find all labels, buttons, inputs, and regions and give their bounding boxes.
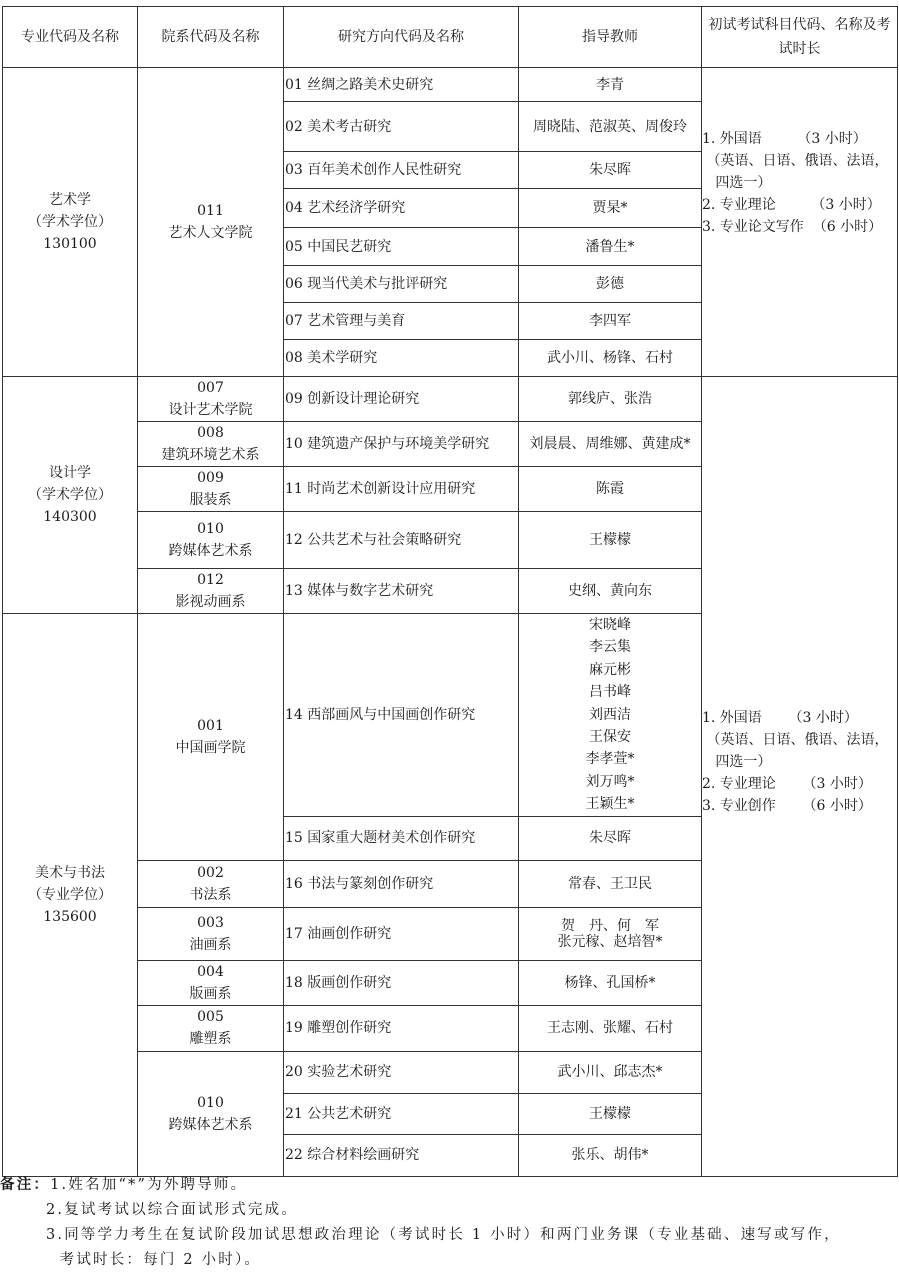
department-name: 中国画学院 [175, 739, 246, 756]
advisor-names: 王檬檬 [519, 1093, 702, 1134]
department-name: 雕塑系 [189, 1031, 232, 1048]
advisor-names: 朱尽晖 [519, 816, 702, 860]
department-name: 书法系 [189, 886, 232, 903]
department-name: 油画系 [189, 936, 232, 953]
advisor-names: 常春、王卫民 [519, 860, 702, 907]
exam-subjects-cell [702, 68, 898, 377]
direction-label: 07 艺术管理与美育 [284, 303, 519, 340]
major-degree: （学术学位） [28, 214, 112, 230]
direction-label: 20 实验艺术研究 [284, 1051, 519, 1093]
advisor-names: 武小川、杨锋、石村 [519, 340, 702, 377]
note-line [0, 1223, 899, 1248]
department-code: 012 [197, 572, 224, 588]
department-name: 跨媒体艺术系 [168, 1116, 253, 1133]
department-code: 011 [197, 203, 224, 219]
header-exam: 初试考试科目代码、名称及考试时长 [702, 7, 898, 68]
note-item: 3.同等学力考生在复试阶段加试思想政治理论（考试时长 1 小时）和两门业务课（专业基础、速写或写作， [46, 1227, 841, 1243]
department-code: 007 [197, 380, 224, 396]
note-item: 1.姓名加“*”为外聘导师。 [50, 1177, 248, 1193]
department-name: 服装系 [189, 492, 232, 508]
department-name: 影视动画系 [175, 594, 246, 610]
direction-label: 11 时尚艺术创新设计应用研究 [284, 467, 519, 512]
header-department: 院系代码及名称 [138, 7, 284, 68]
exam-line: 1. 外国语 （3 小时） [702, 710, 858, 726]
header-row [3, 7, 898, 68]
direction-label: 10 建筑遗产保护与环境美学研究 [284, 422, 519, 467]
header-major: 专业代码及名称 [3, 7, 138, 68]
department-cell [138, 512, 284, 569]
advisor-names: 杨锋、孔国桥* [519, 960, 702, 1005]
direction-label: 19 雕塑创作研究 [284, 1005, 519, 1051]
major-degree: （专业学位） [28, 886, 112, 903]
direction-label: 21 公共艺术研究 [284, 1093, 519, 1134]
major-cell [3, 614, 138, 1177]
exam-line: 四选一） [702, 175, 772, 191]
major-name: 设计学 [49, 465, 91, 481]
department-cell [138, 907, 284, 960]
department-code: 005 [197, 1009, 224, 1026]
advisor-names: 史纲、黄向东 [519, 569, 702, 614]
advisor-names [519, 614, 702, 817]
direction-label: 06 现当代美术与批评研究 [284, 266, 519, 303]
direction-label: 12 公共艺术与社会策略研究 [284, 512, 519, 569]
department-cell [138, 68, 284, 377]
direction-label: 18 版画创作研究 [284, 960, 519, 1005]
advisor-names: 张乐、胡伟* [519, 1134, 702, 1176]
department-code: 010 [197, 1094, 224, 1111]
direction-label: 09 创新设计理论研究 [284, 377, 519, 422]
department-cell [138, 377, 284, 422]
note-line [0, 1198, 899, 1223]
department-name: 建筑环境艺术系 [161, 447, 260, 463]
advisor-names: 朱尽晖 [519, 152, 702, 189]
advisor-names [519, 907, 702, 960]
direction-label: 15 国家重大题材美术创作研究 [284, 816, 519, 860]
advisor-names: 郭线庐、张浩 [519, 377, 702, 422]
direction-label: 04 艺术经济学研究 [284, 189, 519, 228]
department-name: 设计艺术学院 [168, 402, 253, 418]
advisor-names: 李四军 [519, 303, 702, 340]
department-name: 跨媒体艺术系 [168, 543, 253, 559]
advisor-name: 刘西洁 [589, 706, 631, 723]
major-code: 135600 [43, 908, 97, 925]
department-code: 002 [197, 864, 224, 881]
department-cell [138, 1005, 284, 1051]
exam-line: 2. 专业理论 （3 小时） [702, 197, 881, 213]
note-line [0, 1248, 899, 1273]
advisor-name: 李孝萱* [585, 751, 635, 768]
exam-subjects-cell [702, 377, 898, 1177]
advisor-names: 李青 [519, 68, 702, 102]
major-name: 艺术学 [49, 192, 91, 208]
department-name: 版画系 [189, 985, 232, 1002]
department-code: 009 [197, 470, 224, 486]
department-cell [138, 860, 284, 907]
department-code: 004 [197, 963, 224, 980]
exam-line: 3. 专业论文写作 （6 小时） [702, 219, 883, 235]
notes-label: 备注： [0, 1176, 51, 1193]
advisor-names: 陈霞 [519, 467, 702, 512]
advisor-name: 麻元彬 [589, 661, 631, 678]
direction-label: 02 美术考古研究 [284, 102, 519, 152]
direction-label: 14 西部画风与中国画创作研究 [284, 614, 519, 817]
notes-section [0, 1172, 899, 1273]
advisor-name: 宋晓峰 [589, 617, 631, 633]
major-cell [3, 68, 138, 377]
note-item: 考试时长：每门 2 小时）。 [46, 1252, 262, 1268]
department-cell [138, 614, 284, 861]
major-name: 美术与书法 [35, 864, 105, 881]
header-advisor: 指导教师 [519, 7, 702, 68]
direction-label: 08 美术学研究 [284, 340, 519, 377]
exam-line: 3. 专业创作 （6 小时） [702, 798, 872, 814]
advisor-names: 贾杲* [519, 189, 702, 228]
direction-label: 03 百年美术创作人民性研究 [284, 152, 519, 189]
department-name: 艺术人文学院 [168, 225, 253, 241]
direction-label: 16 书法与篆刻创作研究 [284, 860, 519, 907]
direction-label: 05 中国民艺研究 [284, 228, 519, 266]
advisor-names: 王志刚、张耀、石村 [519, 1005, 702, 1051]
department-cell [138, 467, 284, 512]
advisor-name: 刘万鸣* [585, 773, 635, 790]
advisor-name: 李云集 [589, 639, 631, 656]
header-direction: 研究方向代码及名称 [284, 7, 519, 68]
department-cell [138, 1051, 284, 1176]
direction-label: 13 媒体与数字艺术研究 [284, 569, 519, 614]
major-degree: （学术学位） [28, 487, 112, 503]
advisor-names: 武小川、邱志杰* [519, 1051, 702, 1093]
advisor-names: 周晓陆、范淑英、周俊玲 [519, 102, 702, 152]
department-code: 008 [197, 425, 224, 441]
department-code: 003 [197, 914, 224, 931]
advisor-name: 王颖生* [585, 796, 635, 813]
advisor-names: 潘鲁生* [519, 228, 702, 266]
exam-line: 1. 外国语 （3 小时） [702, 131, 867, 147]
advisor-name: 贺 丹、何 军 [561, 917, 659, 934]
advisor-names: 彭德 [519, 266, 702, 303]
note-item: 2.复试考试以综合面试形式完成。 [46, 1202, 299, 1218]
enrollment-catalog-table [2, 6, 898, 1177]
table-row [3, 68, 898, 102]
major-code: 130100 [43, 236, 97, 252]
table-row [3, 377, 898, 422]
advisor-name: 吕书峰 [589, 684, 631, 701]
exam-line: 四选一） [702, 754, 772, 770]
advisor-name: 王保安 [589, 729, 631, 746]
direction-label: 17 油画创作研究 [284, 907, 519, 960]
note-line [0, 1172, 899, 1198]
department-cell [138, 422, 284, 467]
department-cell [138, 960, 284, 1005]
department-cell [138, 569, 284, 614]
direction-label: 01 丝绸之路美术史研究 [284, 68, 519, 102]
exam-line: （英语、日语、俄语、法语， [702, 732, 889, 748]
department-code: 001 [197, 717, 224, 734]
department-code: 010 [197, 521, 224, 537]
exam-line: （英语、日语、俄语、法语， [702, 153, 889, 169]
exam-line: 2. 专业理论 （3 小时） [702, 776, 872, 792]
major-code: 140300 [43, 509, 97, 525]
major-cell [3, 377, 138, 614]
advisor-names: 刘晨晨、周维娜、黄建成* [519, 422, 702, 467]
direction-label: 22 综合材料绘画研究 [284, 1134, 519, 1176]
advisor-names: 王檬檬 [519, 512, 702, 569]
advisor-name: 张元稼、赵培智* [557, 933, 663, 950]
